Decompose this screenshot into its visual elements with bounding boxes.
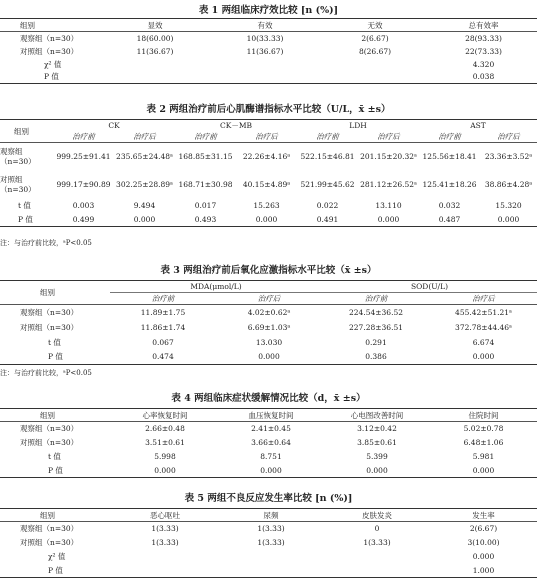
table-1 (0, 2, 537, 84)
table-cell: 1(3.33) (363, 538, 391, 547)
table-cell: 1(3.33) (257, 524, 285, 534)
table-cell: 8(26.67) (358, 46, 392, 56)
row-label: 观察组（n=30） (20, 524, 79, 534)
table-cell: 0.487 (438, 214, 461, 224)
table-cell (112, 564, 218, 578)
row-label: 对照组（n=30） (20, 438, 79, 447)
table-cell: 0.000 (472, 352, 495, 362)
table-cell (210, 71, 320, 84)
table-cell: 2.66±0.48 (145, 424, 185, 434)
header-cell: 总有效率 (468, 20, 499, 30)
table-cell: 224.54±36.52 (349, 307, 403, 317)
table-cell (100, 58, 210, 71)
table-cell: 168.71±30.98 (178, 180, 233, 189)
subheader-cell: 治疗后 (497, 132, 520, 141)
table-row (0, 522, 537, 536)
table-cell: 0.032 (438, 201, 461, 210)
row-label: t 值 (48, 337, 61, 347)
table-cell: 3.12±0.42 (357, 424, 397, 434)
table-row (0, 58, 537, 71)
table-cell: 6.674 (472, 337, 495, 347)
table-cell (320, 71, 430, 84)
table-cell: 1(3.33) (257, 538, 285, 547)
table-cell: 201.15±20.32ᵃ (360, 152, 417, 162)
subheader-cell: 治疗后 (257, 294, 281, 303)
row-label: P 值 (44, 72, 59, 82)
table-row (0, 436, 537, 450)
header-cell: 组别 (0, 281, 110, 305)
table-row (0, 45, 537, 58)
table-cell: 40.15±4.89ᵃ (242, 180, 291, 189)
table-cell (100, 71, 210, 84)
table-cell (324, 550, 430, 564)
table-cell: 5.998 (154, 452, 176, 461)
table-cell: 0.000 (258, 352, 280, 362)
table-cell: 10(33.33) (246, 33, 284, 43)
table-row (0, 171, 537, 199)
table-cell: 235.65±24.48ᵃ (116, 152, 173, 162)
table-cell: 0 (374, 524, 380, 534)
table-cell: 13.110 (375, 201, 402, 210)
table-cell: 168.85±31.15 (178, 152, 233, 162)
table-row (0, 335, 537, 350)
table-cell: 0.038 (472, 72, 495, 82)
table-cell: 2(6.67) (361, 33, 389, 43)
subheader-cell: 治疗前 (364, 294, 388, 303)
header-cell: CK (108, 121, 120, 130)
table-cell: 1(3.33) (151, 538, 179, 547)
table-5 (0, 490, 537, 578)
row-label: 对照组（n=30） (20, 538, 79, 547)
subheader-cell: 治疗前 (72, 132, 95, 141)
header-cell: 组别 (40, 410, 55, 420)
row-label: 观察组（n=30） (20, 33, 79, 43)
row-label (0, 143, 53, 171)
table-row (0, 422, 537, 436)
subheader-cell: 治疗前 (194, 132, 217, 141)
header-cell: 无效 (367, 20, 383, 30)
table-row (0, 536, 537, 550)
table-row (0, 564, 537, 578)
table-cell: 2(6.67) (469, 524, 498, 534)
table-1-title: 表 1 两组临床疗效比较 [n (%)] (198, 5, 339, 16)
table-cell: 0.491 (316, 214, 339, 224)
row-label: 观察组（n=30） (20, 307, 79, 317)
table-cell: 0.000 (366, 465, 388, 475)
table-row (0, 213, 537, 227)
table-cell: 3.51±0.61 (145, 438, 185, 447)
row-label: t 值 (18, 201, 31, 210)
table-cell: 18(60.00) (136, 33, 174, 43)
table-cell: 0.000 (472, 465, 495, 475)
table-row (0, 350, 537, 365)
table-cell: 1(3.33) (151, 524, 179, 534)
row-label-line: 对照组 (0, 174, 23, 184)
table-cell: 125.56±18.41 (422, 152, 477, 162)
header-cell: CK－MB (219, 121, 253, 130)
table-row (0, 32, 537, 45)
subheader-cell: 治疗前 (438, 132, 461, 141)
table-cell: 3(10.00) (467, 538, 500, 547)
table-2-title: 表 2 两组治疗前后心肌酶谱指标水平比较（U/L，x̄ ±s） (146, 104, 391, 115)
table-cell: 125.41±18.26 (422, 180, 477, 189)
row-label (0, 171, 53, 199)
table-cell: 372.78±44.46ᵃ (455, 322, 512, 332)
table-cell (218, 550, 324, 564)
table-cell: 999.17±90.89 (56, 180, 111, 189)
header-cell: LDH (349, 121, 367, 130)
table-cell: 22.26±4.16ᵃ (242, 152, 291, 162)
subheader-cell: 治疗前 (316, 132, 339, 141)
table-cell: 0.000 (133, 214, 156, 224)
subheader-cell: 治疗后 (133, 132, 156, 141)
row-label: 对照组（n=30） (20, 322, 79, 332)
table-3-title: 表 3 两组治疗前后氧化应激指标水平比较（x̄ ±s） (160, 265, 377, 276)
row-label-line: （n=30） (0, 156, 36, 166)
table-cell: 6.48±1.06 (463, 438, 504, 447)
table-cell: 3.66±0.64 (251, 438, 291, 447)
table-cell: 302.25±28.89ᵃ (116, 180, 173, 189)
table-cell: 13.030 (255, 337, 283, 347)
header-cell: 恶心呕吐 (150, 510, 180, 520)
table-cell: 15.320 (495, 201, 522, 210)
header-cell: 尿频 (263, 510, 279, 520)
table-row (0, 550, 537, 564)
table-cell: 0.017 (194, 201, 217, 210)
table-cell: 0.003 (72, 201, 95, 210)
table-cell: 5.02±0.78 (463, 424, 504, 434)
table-cell (324, 564, 430, 578)
subheader-cell: 治疗后 (472, 294, 495, 303)
table-cell: 4.02±0.62ᵃ (247, 307, 291, 317)
table-cell: 0.000 (255, 214, 278, 224)
table-cell: 22(73.33) (465, 46, 502, 56)
table-cell: 5.981 (472, 452, 495, 461)
header-cell: 发生率 (472, 510, 495, 520)
table-cell: 15.263 (253, 201, 280, 210)
table-cell (112, 550, 218, 564)
header-cell: 显效 (147, 20, 163, 30)
table-row (0, 320, 537, 335)
subheader-cell: 治疗后 (377, 132, 400, 141)
table-cell: 0.000 (260, 465, 282, 475)
row-label: P 值 (48, 465, 63, 475)
table-cell: 227.28±36.51 (349, 322, 403, 332)
row-label: χ² 值 (48, 552, 66, 561)
table-cell: 0.386 (365, 352, 387, 362)
table-cell: 4.320 (472, 59, 495, 69)
table-cell: 999.25±91.41 (56, 152, 111, 162)
table-cell: 11(36.67) (246, 46, 284, 56)
header-cell: AST (470, 121, 486, 130)
row-label: P 值 (48, 352, 63, 362)
table-cell: 0.067 (152, 337, 174, 347)
table-row (0, 450, 537, 464)
row-label: 对照组（n=30） (20, 46, 79, 56)
table-5-title: 表 5 两组不良反应发生率比较 [n (%)] (184, 493, 353, 504)
table-cell: 2.41±0.45 (251, 424, 291, 434)
table-cell: 3.85±0.61 (357, 438, 397, 447)
row-label: P 值 (48, 565, 63, 575)
header-cell: 血压恢复时间 (248, 410, 294, 420)
table-cell: 0.022 (316, 201, 339, 210)
header-cell: 心电图改善时间 (350, 410, 404, 420)
table-cell: 0.000 (472, 552, 495, 561)
table-row (0, 143, 537, 171)
table-cell (210, 58, 320, 71)
table-2-note: 注：与治疗前比较，ᵃP<0.05 (0, 239, 92, 247)
row-label-line: 观察组 (0, 146, 23, 156)
header-cell: 住院时间 (468, 410, 499, 420)
header-cell: SOD(U/L) (322, 281, 537, 293)
row-label: P 值 (18, 214, 33, 224)
table-cell: 521.99±45.62 (300, 180, 355, 189)
table-cell: 455.42±51.21ᵃ (455, 307, 512, 317)
header-cell: 心率恢复时间 (142, 410, 188, 420)
table-row (0, 71, 537, 84)
table-cell (218, 564, 324, 578)
table-cell: 23.36±3.52ᵃ (484, 152, 533, 162)
table-row (0, 305, 537, 320)
header-cell: 有效 (257, 20, 273, 30)
table-cell (320, 58, 430, 71)
table-cell: 5.399 (366, 452, 388, 461)
subheader-cell: 治疗后 (255, 132, 278, 141)
table-cell: 0.291 (365, 337, 387, 347)
table-2 (0, 101, 537, 227)
subheader-cell: 治疗前 (151, 294, 175, 303)
table-row (0, 199, 537, 213)
table-cell: 0.000 (497, 214, 520, 224)
table-4 (0, 390, 537, 478)
table-cell: 8.751 (260, 452, 282, 461)
header-cell: 组别 (0, 120, 53, 143)
table-row (0, 464, 537, 478)
header-cell: MDA(μmol/L) (110, 281, 322, 293)
table-cell: 0.493 (194, 214, 217, 224)
table-3 (0, 262, 537, 365)
row-label: t 值 (48, 452, 61, 461)
table-cell: 281.12±26.52ᵃ (360, 180, 417, 189)
table-cell: 0.000 (377, 214, 400, 224)
table-cell: 11.86±1.74 (140, 322, 186, 332)
table-cell: 38.86±4.28ᵃ (484, 180, 533, 189)
table-cell: 0.499 (72, 214, 95, 224)
row-label: 观察组（n=30） (20, 424, 79, 434)
table-3-note: 注：与治疗前比较，ᵃP<0.05 (0, 369, 92, 377)
table-cell: 6.69±1.03ᵃ (247, 322, 291, 332)
table-cell: 11(36.67) (136, 46, 174, 56)
table-cell: 0.474 (152, 352, 174, 362)
row-label-line: （n=30） (0, 184, 36, 194)
table-cell: 0.000 (154, 465, 176, 475)
header-cell: 组别 (40, 510, 55, 520)
table-cell: 522.15±46.81 (300, 152, 355, 162)
table-cell: 1.000 (472, 565, 495, 575)
row-label: χ² 值 (44, 59, 62, 69)
header-cell: 皮肤发炎 (362, 510, 392, 520)
header-cell: 组别 (20, 20, 35, 30)
table-cell: 28(93.33) (465, 33, 502, 43)
table-4-title: 表 4 两组临床症状缓解情况比较（d，x̄ ±s） (171, 393, 366, 404)
table-cell: 9.494 (133, 201, 156, 210)
table-cell: 11.89±1.75 (140, 307, 186, 317)
